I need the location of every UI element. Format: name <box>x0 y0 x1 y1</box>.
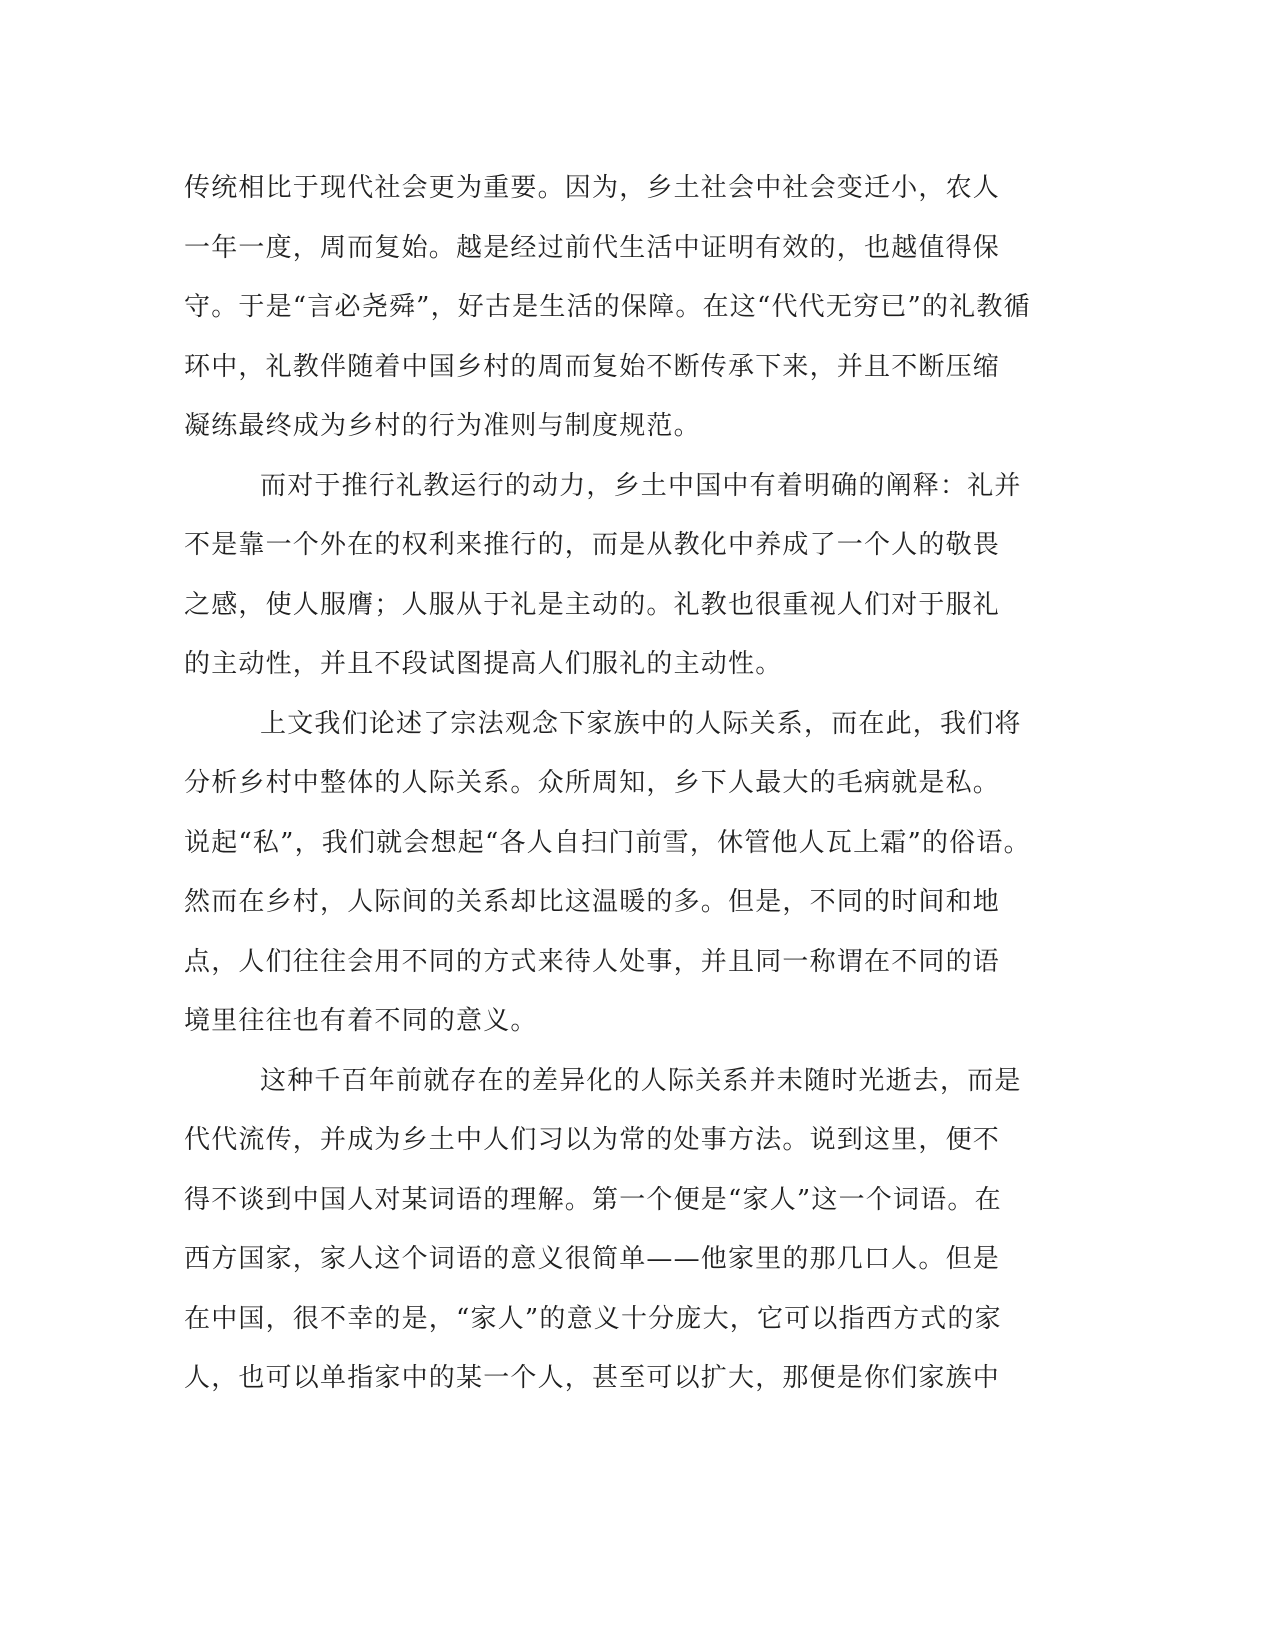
paragraph <box>184 695 1054 1052</box>
paragraph <box>184 1052 1054 1409</box>
text-line: 人，也可以单指家中的某一个人，甚至可以扩大，那便是你们家族中 <box>184 1363 1001 1393</box>
text-line: 而对于推行礼教运行的动力，乡土中国中有着明确的阐释：礼并 <box>260 470 1022 501</box>
text-line: 环中，礼教伴随着中国乡村的周而复始不断传承下来，并且不断压缩 <box>184 351 1001 382</box>
text-line: 代代流传，并成为乡土中人们习以为常的处事方法。说到这里，便不 <box>184 1125 1001 1155</box>
text-line: 之感，使人服膺；人服从于礼是主动的。礼教也很重视人们对于服礼 <box>184 589 1001 620</box>
text-line: 这种千百年前就存在的差异化的人际关系并未随时光逝去，而是 <box>260 1065 1022 1096</box>
text-line: 说起“私”，我们就会想起“各人自扫门前雪，休管他人瓦上霜”的俗语。 <box>184 827 1031 858</box>
text-line: 境里往往也有着不同的意义。 <box>184 1006 538 1036</box>
text-line: 点，人们往往会用不同的方式来待人处事，并且同一称谓在不同的语 <box>184 946 1001 977</box>
paragraph <box>184 159 1054 457</box>
text-line: 传统相比于现代社会更为重要。因为，乡土社会中社会变迁小，农人 <box>184 173 1001 203</box>
text-line: 凝练最终成为乡村的行为准则与制度规范。 <box>184 411 701 441</box>
text-line: 分析乡村中整体的人际关系。众所周知，乡下人最大的毛病就是私。 <box>184 768 1001 798</box>
text-line: 得不谈到中国人对某词语的理解。第一个便是“家人”这一个词语。在 <box>184 1184 1002 1215</box>
text-line: 守。于是“言必尧舜”，好古是生活的保障。在这“代代无穷已”的礼教循 <box>184 292 1031 322</box>
paragraph <box>184 457 1054 695</box>
text-line: 西方国家，家人这个词语的意义很简单——他家里的那几口人。但是 <box>184 1244 1001 1274</box>
text-line: 在中国，很不幸的是，“家人”的意义十分庞大，它可以指西方式的家 <box>184 1303 1002 1334</box>
text-line: 的主动性，并且不段试图提高人们服礼的主动性。 <box>184 649 783 679</box>
text-line: 然而在乡村，人际间的关系却比这温暖的多。但是，不同的时间和地 <box>184 887 1001 917</box>
text-line: 不是靠一个外在的权利来推行的，而是从教化中养成了一个人的敬畏 <box>184 530 1001 560</box>
text-line: 一年一度，周而复始。越是经过前代生活中证明有效的，也越值得保 <box>184 232 1001 263</box>
body-text <box>184 159 1054 1409</box>
text-line: 上文我们论述了宗法观念下家族中的人际关系，而在此，我们将 <box>260 708 1022 739</box>
